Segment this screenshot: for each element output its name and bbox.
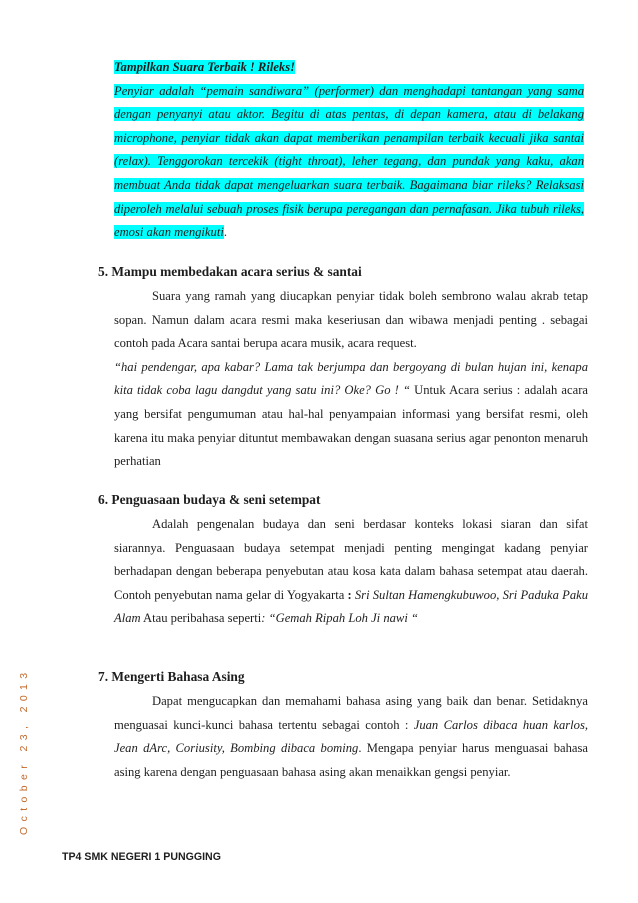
- section-6-body: [114, 513, 588, 631]
- section-7-examples: Juan Carlos dibaca huan karlos, Jean dArc, Coriusity, Bombing dibaca boming: [114, 717, 589, 756]
- section-6-heading: 6. Penguasaan budaya & seni setempat: [98, 492, 321, 507]
- section-7-heading: 7. Mengerti Bahasa Asing: [98, 669, 245, 684]
- section-5-serious: Untuk Acara serius : adalah acara yang bersifat pengumuman atau hal-hal penyampaian informasi yang bersifat resmi, oleh karena itu maka penyiar dituntut membawakan dengan suasana serius agar penonton menaruh perhatian: [114, 383, 588, 469]
- section-5-heading: 5. Mampu membedakan acara serius & santai: [98, 264, 362, 279]
- intro-title: Tampilkan Suara Terbaik ! Rileks!: [114, 60, 296, 74]
- section-7: [98, 667, 588, 784]
- section-5: [98, 262, 588, 474]
- side-date: October 23, 2013: [18, 667, 30, 835]
- section-7-body: [114, 690, 588, 784]
- section-7-paragraph: Dapat mengucapkan dan memahami bahasa asing yang baik dan benar. Setidaknya menguasai kunci-kunci bahasa tertentu sebagai contoh :: [114, 694, 588, 732]
- section-7-reason: . Mengapa penyiar harus menguasai bahasa asing karena dengan penguasaan bahasa asing akan menaikkan gengsi penyiar.: [114, 741, 588, 779]
- section-6-colon: :: [347, 587, 352, 602]
- intro-text: Penyiar adalah “pemain sandiwara” (performer) dan menghadapi tantangan yang sama dengan penyanyi atau aktor. Begitu di atas pentas, di depan kamera, atau di belakang microphone, penyiar tidak akan dapat memberikan penampilan terbaik kecuali jika santai (relax). Tenggorokan tercekik (tight throat), leher tegang, dan pundak yang kaku, akan membuat Anda tidak dapat mengeluarkan suara terbaik. Bagaimana biar rileks? Relaksasi diperoleh melalui sebuah proses fisik berupa peregangan dan pernafasan. Jika tubuh rileks, emosi akan mengikuti: [114, 83, 584, 240]
- page-footer: TP4 SMK NEGERI 1 PUNGGING: [62, 851, 221, 863]
- section-5-quote: “hai pendengar, apa kabar? Lama tak berjumpa dan bergoyang di bulan hujan ini, kenapa kita tidak coba lagu dangdut yang satu ini? Oke? Go ! “: [114, 359, 588, 398]
- section-6-proverb-intro: Atau peribahasa seperti: [140, 611, 262, 626]
- intro-end: .: [223, 225, 227, 240]
- section-6-proverb: : “Gemah Ripah Loh Ji nawi “: [261, 611, 418, 626]
- section-6: [98, 490, 588, 631]
- section-5-paragraph: Suara yang ramah yang diucapkan penyiar tidak boleh sembrono walau akrab tetap sopan. Namun dalam acara resmi maka keseriusan dan wibawa menjadi penting . sebagai contoh pada Acara santai berupa acara musik, acara request.: [114, 289, 588, 351]
- intro-highlight-block: [114, 56, 584, 245]
- section-6-names: Sri Sultan Hamengkubuwoo, Sri Paduka Paku Alam: [114, 587, 588, 626]
- section-5-body: [114, 285, 588, 474]
- section-6-paragraph: Adalah pengenalan budaya dan seni berdasar konteks lokasi siaran dan sifat siarannya. Penguasaan budaya setempat menjadi penting mengingat kadang penyiar berhadapan dengan beberapa penyebutan atau kosa kata dalam bahasa setempat atau daerah. Contoh penyebutan nama gelar di Yogyakarta: [114, 517, 588, 602]
